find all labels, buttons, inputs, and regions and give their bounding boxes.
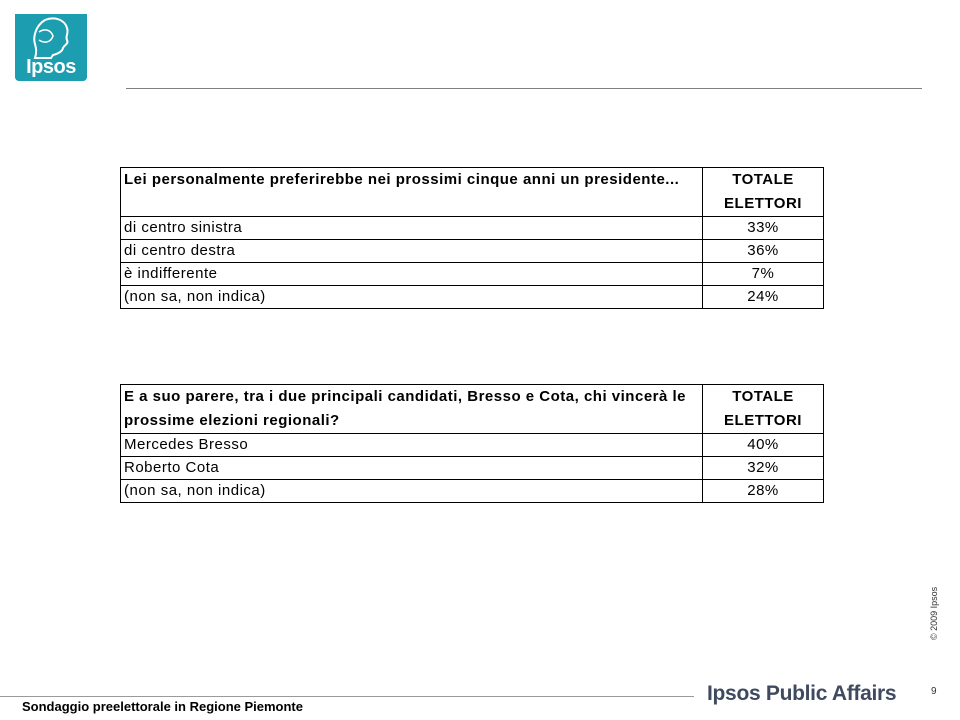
footer-divider [0,696,694,697]
row-value: 40% [703,434,824,457]
row-label: di centro sinistra [121,217,703,240]
brand-logotype: Ipsos Public Affairs [707,682,897,705]
row-label: (non sa, non indica) [121,286,703,309]
column-header: TOTALE ELETTORI [703,168,824,217]
row-label: Mercedes Bresso [121,434,703,457]
table-row [121,434,824,457]
row-value: 32% [703,457,824,480]
table-row [121,480,824,503]
preference-table [120,167,824,309]
row-value: 7% [703,263,824,286]
row-label: (non sa, non indica) [121,480,703,503]
table-row [121,263,824,286]
row-label: è indifferente [121,263,703,286]
logo-text: Ipsos [26,56,76,78]
table-header-row [121,385,824,434]
row-value: 33% [703,217,824,240]
page-number: 9 [931,686,937,697]
ipsos-logo-emblem [15,14,87,59]
row-label: Roberto Cota [121,457,703,480]
question-cell: E a suo parere, tra i due principali candidati, Bresso e Cota, chi vincerà le prossime elezioni regionali? [121,385,703,434]
table-row [121,286,824,309]
prediction-table [120,384,824,503]
table-row [121,217,824,240]
question-cell: Lei personalmente preferirebbe nei prossimi cinque anni un presidente... [121,168,703,217]
row-value: 28% [703,480,824,503]
ipsos-logo [15,14,87,81]
row-value: 36% [703,240,824,263]
table-row [121,240,824,263]
column-header: TOTALE ELETTORI [703,385,824,434]
row-value: 24% [703,286,824,309]
table-row [121,457,824,480]
row-label: di centro destra [121,240,703,263]
footer-title: Sondaggio preelettorale in Regione Piemonte [22,699,303,714]
copyright-notice: © 2009 Ipsos [929,586,939,640]
table-header-row [121,168,824,217]
header-divider [126,88,922,89]
